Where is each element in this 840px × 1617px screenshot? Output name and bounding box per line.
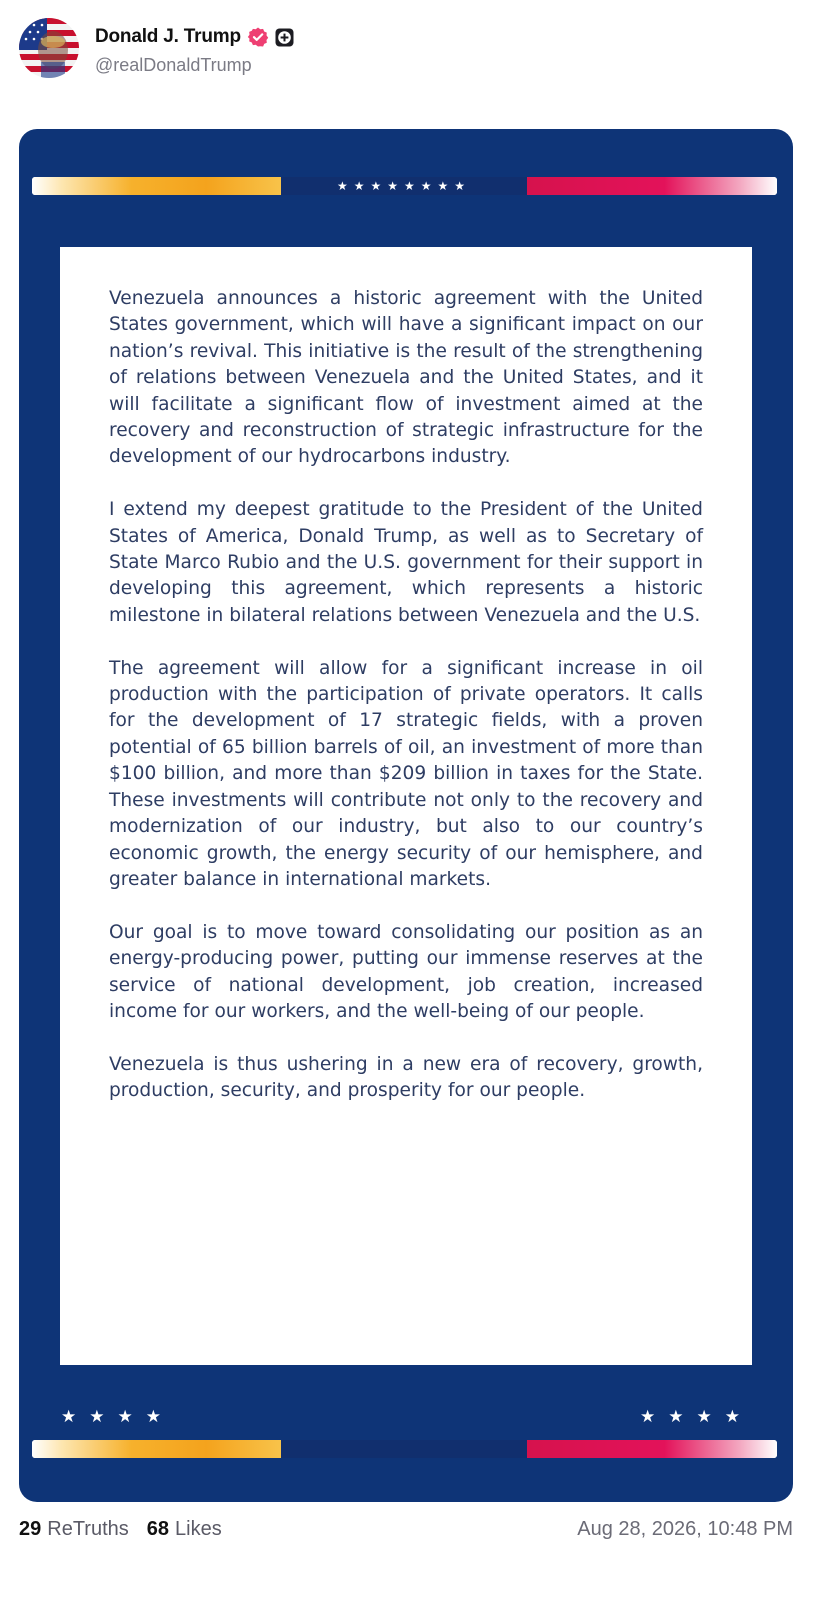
letter-paragraph: Venezuela is thus ushering in a new era of recovery, growth, production, security, and prosperity for our people. — [109, 1053, 703, 1102]
stripe-stars-segment: ★★★★★★★★ — [281, 177, 527, 195]
avatar[interactable] — [19, 18, 79, 78]
avatar-flag-portrait — [19, 18, 79, 78]
user-handle[interactable]: @realDonaldTrump — [95, 55, 252, 75]
stripe-navy-segment — [281, 1440, 527, 1458]
statement-letter — [60, 247, 752, 1365]
verified-badge-icon — [247, 26, 269, 48]
likes-label[interactable]: Likes — [175, 1517, 222, 1540]
bottom-right-stars: ★★★★ — [640, 1407, 753, 1427]
post-timestamp[interactable]: Aug 28, 2026, 10:48 PM — [577, 1517, 793, 1540]
likes-count[interactable]: 68 — [146, 1517, 170, 1540]
plus-badge-icon — [275, 28, 294, 47]
letter-paragraph: Venezuela announces a historic agreement with the United States government, which will have a significant impact on our nation’s revival. This initiative is the result of the strengthening of relations between Venezuela and the United States, and it will facilitate a significant flow of investment aimed at the recovery and reconstruction of strategic infrastructure for the development of our hydrocarbons industry. — [109, 288, 703, 468]
stripe-gold-segment — [32, 1440, 281, 1458]
stripe-red-segment — [527, 177, 777, 195]
stripe-gold-segment — [32, 177, 281, 195]
bottom-flag-stripe — [32, 1440, 777, 1458]
retruths-count[interactable]: 29 — [19, 1517, 42, 1540]
letter-paragraph: I extend my deepest gratitude to the President of the United States of America, Donald Trump, as well as to Secretary of State Marco Rubio and the U.S. government for their support in developing this agreement, which represents a historic milestone in bilateral relations between Venezuela and the U.S. — [109, 499, 703, 626]
letter-paragraph: The agreement will allow for a significant increase in oil production with the participation of private operators. It calls for the development of 17 strategic fields, with a proven potential of 65 billion barrels of oil, an investment of more than $100 billion, and more than $209 billion in taxes for the State. These investments will contribute not only to the recovery and modernization of our industry, but also to our country’s economic growth, the energy security of our hemisphere, and greater balance in international markets. — [109, 657, 703, 890]
name-row — [95, 25, 294, 49]
letter-body — [109, 286, 703, 1131]
post-header — [19, 18, 294, 82]
author-block — [95, 25, 294, 76]
retruths-label[interactable]: ReTruths — [47, 1517, 129, 1540]
bottom-left-stars: ★★★★ — [61, 1407, 174, 1427]
display-name[interactable]: Donald J. Trump — [95, 26, 241, 47]
post-image-card[interactable] — [19, 129, 793, 1502]
post-stats — [19, 1516, 793, 1542]
letter-paragraph: Our goal is to move toward consolidating our position as an energy-producing power, putting our immense reserves at the service of national development, job creation, increased income for our workers, and the well-being of our people. — [109, 921, 703, 1022]
stripe-red-segment — [527, 1440, 777, 1458]
top-flag-stripe — [32, 177, 777, 195]
